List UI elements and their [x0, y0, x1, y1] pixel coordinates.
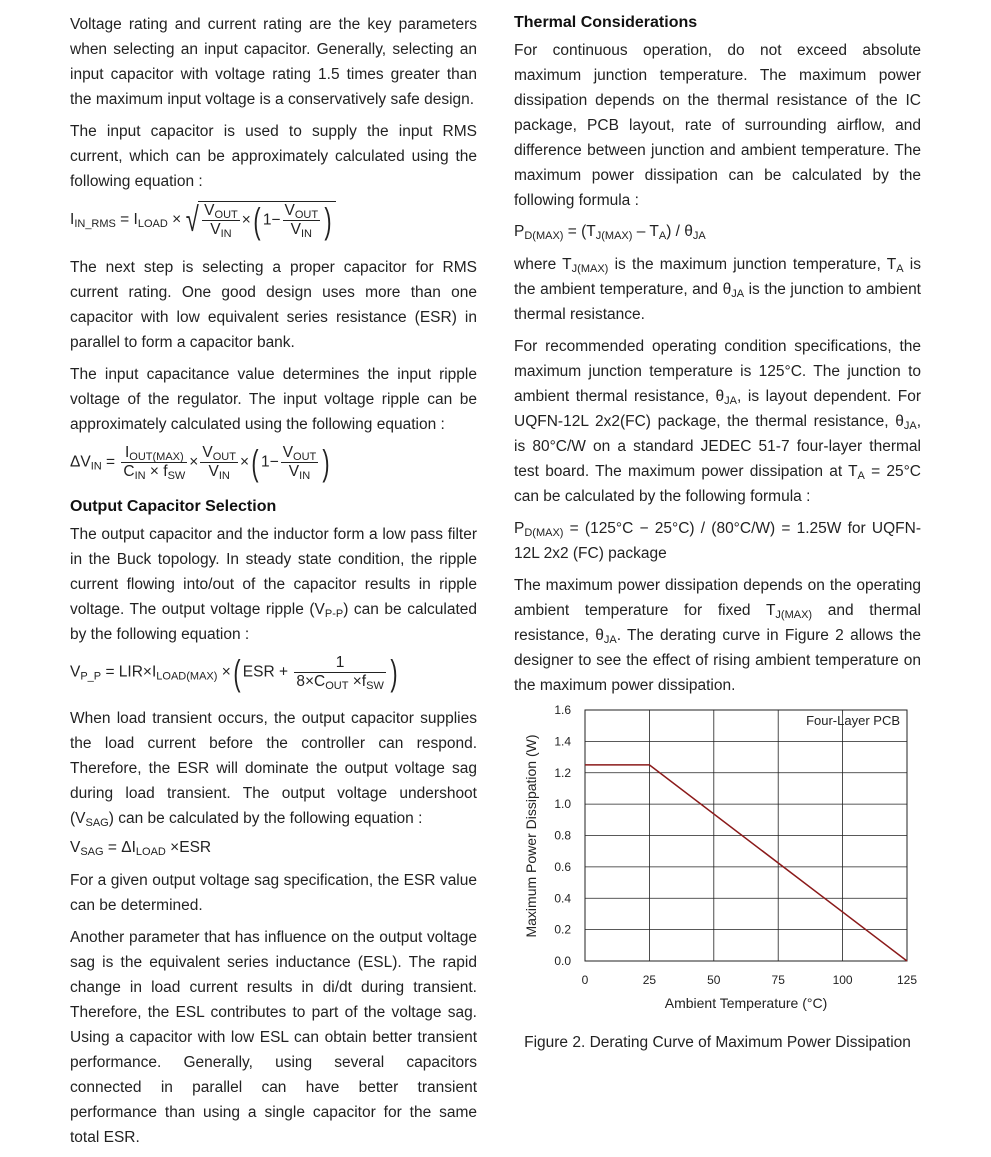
eq1-frac-a: [202, 202, 240, 239]
eq2-vin-c: V: [288, 463, 300, 480]
p3-a-sub: JA: [724, 395, 737, 407]
eq4-load-sub: LOAD: [135, 846, 166, 858]
eq1-load-sub: LOAD: [137, 218, 168, 231]
equation-vsag: [70, 838, 477, 860]
x-axis-label: Ambient Temperature (°C): [664, 995, 828, 1011]
formula-pdmax: [514, 220, 921, 244]
y-tick-label: 0.4: [554, 891, 571, 906]
p4-a: The maximum power dissipation depends on the operating ambient temperature for fixed T: [514, 577, 921, 619]
p2-b-sub: A: [896, 263, 904, 275]
eq2-vin: V: [208, 463, 219, 480]
x-tick-label: 0: [581, 973, 589, 987]
eq1-vin-sub: IN: [220, 228, 232, 240]
eq2-den-mid: × f: [145, 463, 168, 480]
right-column: [514, 12, 921, 1053]
y-tick-label: 0.8: [554, 828, 571, 843]
eq2-vout-c: V: [282, 444, 294, 461]
eq3-load-sub: LOAD(MAX): [156, 670, 218, 683]
p4-a-sub: J(MAX): [775, 609, 813, 621]
left-column: [70, 12, 477, 1157]
x-tick-label: 75: [771, 973, 785, 987]
eq3-den-a: 8×C: [296, 673, 326, 690]
y-tick-label: 1.2: [554, 765, 571, 780]
eq2-lhs: ΔV: [70, 453, 91, 471]
p3-b: , is layout dependent. For UQFN-12L 2x2(FC) package, the thermal resistance, θ: [514, 388, 921, 430]
p3-d: = 25°C can be calculated by the following formula :: [514, 463, 921, 505]
x-tick-label: 50: [707, 973, 721, 987]
y-axis-label: Maximum Power Dissipation (W): [523, 734, 539, 938]
paragraph-rms-rating: The next step is selecting a proper capacitor for RMS current rating. One good design uses more than one capacitor with low equivalent series resistance (ESR) in parallel to form a capacitor bank.: [70, 259, 477, 351]
x-tick-label: 25: [642, 973, 657, 987]
eq2-times: ×: [189, 453, 199, 471]
p2-a: where T: [514, 256, 572, 273]
eq2-frac-b: [200, 444, 238, 481]
eq3-den-f-sub: SW: [366, 680, 384, 692]
p5-text-a: The output capacitor and the inductor form a low pass filter in the Buck topology. In steady state condition, the ripple current flowing into/out of the capacitor results in ripple voltage. The output voltage ripple (V: [70, 526, 477, 618]
f2-b: = (125°C − 25°C) / (80°C/W) = 1.25W for UQFN-12L 2x2 (FC) package: [514, 520, 921, 562]
f1-d-sub: JA: [692, 230, 706, 242]
left-paren-icon: (: [251, 441, 259, 483]
eq1-vout: V: [204, 202, 215, 219]
chart-annotation: Four-Layer PCB: [806, 713, 900, 728]
series-line-four-layer-pcb: [585, 765, 907, 961]
paragraph-thermal-intro: For continuous operation, do not exceed absolute maximum junction temperature. The maximum power dissipation depends on the thermal resistance of the IC package, PCB layout, rate of surrounding airflow, and difference between junction and ambient temperature. The maximum power dissipation can be calculated by the following formula :: [514, 42, 921, 209]
eq1-lhs: I: [70, 211, 75, 229]
p3-c-sub: A: [857, 470, 865, 482]
eq3-den-c-sub: OUT: [325, 680, 349, 692]
paragraph-where: [514, 252, 921, 327]
heading-output-capacitor: Output Capacitor Selection: [70, 498, 277, 515]
p6-text-a: When load transient occurs, the output capacitor supplies the load current before the controller can respond. Therefore, the ESR will dominate the output voltage sag during load transient. The output voltage undershoot (V: [70, 710, 477, 827]
paragraph-derating: [514, 573, 921, 698]
eq2-vout: V: [202, 444, 213, 461]
eq3-lhs: V: [70, 663, 81, 681]
eq1-times: ×: [167, 211, 186, 229]
eq1-vin: V: [210, 221, 221, 238]
right-paren-icon: ): [324, 199, 332, 241]
p2-b: is the maximum junction temperature, T: [608, 256, 897, 273]
paragraph-load-transient: [70, 706, 477, 831]
right-paren-icon: ): [322, 441, 330, 483]
figure-caption: Figure 2. Derating Curve of Maximum Power Dissipation: [524, 1034, 911, 1051]
eq2-one-minus: 1−: [261, 453, 279, 471]
p3-a: For recommended operating condition specifications, the maximum junction temperature is 125°C. The junction to ambient thermal resistance, θ: [514, 338, 921, 405]
f1-a-sub: D(MAX): [524, 230, 564, 242]
eq3-one: 1: [335, 654, 345, 671]
p6-text-b: ) can be calculated by the following equation :: [108, 810, 423, 827]
sqrt-icon: √: [185, 201, 199, 239]
eq2-den-f-sub: SW: [167, 470, 186, 482]
f1-c: – T: [632, 223, 659, 240]
paragraph-recommended: [514, 334, 921, 509]
eq2-vin-sub: IN: [218, 470, 230, 482]
f1-c-sub: A: [658, 230, 667, 242]
chart-ticks: [554, 705, 917, 987]
y-tick-label: 0.2: [554, 922, 571, 937]
eq2-vin-sub-c: IN: [299, 470, 311, 482]
left-paren-icon: (: [233, 651, 241, 693]
right-paren-icon: ): [390, 651, 398, 693]
y-tick-label: 1.0: [554, 797, 571, 812]
eq1-vout-sub: OUT: [214, 209, 238, 221]
p2-a-sub: J(MAX): [571, 263, 609, 275]
paragraph-esr-value: For a given output voltage sag specification, the ESR value can be determined.: [70, 872, 477, 914]
p4-c: . The derating curve in Figure 2 allows the designer to see the effect of rising ambient temperature on the maximum power dissipation.: [514, 627, 921, 694]
p2-d: is the junction to ambient thermal resistance.: [514, 281, 921, 323]
f2-a: P: [514, 520, 525, 537]
eq2-den-c: C: [123, 463, 135, 480]
paragraph-input-rms: The input capacitor is used to supply the input RMS current, which can be approximately calculated using the following equation :: [70, 123, 477, 190]
f1-d: ) / θ: [666, 223, 693, 240]
f1-b-sub: J(MAX): [595, 230, 633, 242]
eq2-lhs-sub: IN: [90, 460, 102, 473]
p4-b-sub: JA: [603, 634, 617, 646]
equation-iin-rms: [70, 201, 477, 247]
f2-a-sub: D(MAX): [524, 527, 564, 539]
eq4-equals: = ΔI: [103, 839, 136, 856]
formula-pdmax-value: [514, 516, 921, 566]
left-paren-icon: (: [253, 199, 261, 241]
eq2-frac-a: [121, 444, 187, 481]
eq2-den-c-sub: IN: [134, 470, 146, 482]
paragraph-output-cap: [70, 522, 477, 647]
eq4-rest: ×ESR: [165, 839, 212, 856]
p3-c: , is 80°C/W on a standard JEDEC 51-7 four-layer thermal test board. The maximum power dissipation at T: [514, 413, 921, 480]
equation-delta-vin: [70, 441, 477, 488]
eq4-lhs: V: [70, 839, 81, 856]
p3-b-sub: JA: [903, 420, 917, 432]
eq1-vin-sub-b: IN: [300, 228, 312, 240]
eq2-frac-c: [281, 444, 319, 481]
p5-sub: P-P: [324, 608, 344, 620]
p6-sub: SAG: [85, 817, 109, 829]
eq1-lhs-sub: IN_RMS: [74, 218, 116, 231]
eq2-vout-sub-c: OUT: [293, 451, 317, 463]
eq1-equals: = I: [115, 211, 138, 229]
y-tick-label: 0.6: [554, 859, 571, 874]
paragraph-input-ripple: The input capacitance value determines the input ripple voltage of the regulator. The input voltage ripple can be approximately calculated using the following equation :: [70, 366, 477, 433]
eq1-vin-b: V: [290, 221, 301, 238]
eq3-frac: [294, 654, 386, 691]
eq3-times: ×: [217, 663, 231, 681]
x-tick-label: 100: [832, 973, 853, 987]
p4-b: and thermal resistance, θ: [514, 602, 921, 644]
y-tick-label: 1.4: [554, 734, 571, 749]
eq1-frac-b: [283, 202, 321, 239]
y-tick-label: 1.6: [554, 705, 571, 717]
eq3-den-b: ×f: [348, 673, 367, 690]
x-tick-label: 125: [896, 973, 918, 987]
eq1-radicand: $\frac{V_{OUT}}{V_{IN}}$ ×( 1− $\frac{V_{OUT}}{V_{IN}}$ ): [198, 201, 336, 239]
eq2-num: I: [124, 444, 130, 461]
eq1-vout-b: V: [284, 202, 295, 219]
paragraph-esl: Another parameter that has influence on the output voltage sag is the equivalent series inductance (ESL). The rapid change in load current results in di/dt during transient. Therefore, the ESL contributes to part of the voltage sag. Using a capacitor with low ESL can obtain better transient performance. Generally, using several capacitors connected in parallel can have better transient performance than using a single capacitor for the same total ESR.: [70, 929, 477, 1146]
eq2-num-sub: OUT(MAX): [129, 451, 184, 463]
eq4-lhs-sub: SAG: [80, 846, 104, 858]
eq3-equals: = LIR×I: [101, 663, 157, 681]
heading-thermal: Thermal Considerations: [514, 14, 698, 31]
equation-vpp: [70, 651, 477, 698]
eq1-one-minus: 1−: [262, 211, 281, 229]
eq3-esr: ESR +: [242, 663, 293, 681]
eq1-vout-sub-b: OUT: [294, 209, 319, 221]
y-tick-label: 0.0: [554, 954, 571, 968]
p5-text-b: ) can be calculated by the following equation :: [70, 601, 478, 643]
eq2-times-b: ×: [239, 453, 249, 471]
derating-chart: [514, 705, 921, 1025]
f1-a: P: [514, 223, 525, 240]
eq2-equals: =: [101, 453, 120, 471]
p2-c: is the ambient temperature, and θ: [514, 256, 921, 298]
f1-b: = (T: [563, 223, 596, 240]
eq3-lhs-sub: P_P: [80, 670, 102, 683]
eq2-vout-sub: OUT: [212, 451, 236, 463]
p2-c-sub: JA: [731, 288, 745, 300]
paragraph-input-cap-rating: Voltage rating and current rating are the key parameters when selecting an input capacitor. Generally, selecting an input capacitor with voltage rating 1.5 times greater than the maximum input voltage is a conservatively safe design.: [70, 16, 477, 108]
